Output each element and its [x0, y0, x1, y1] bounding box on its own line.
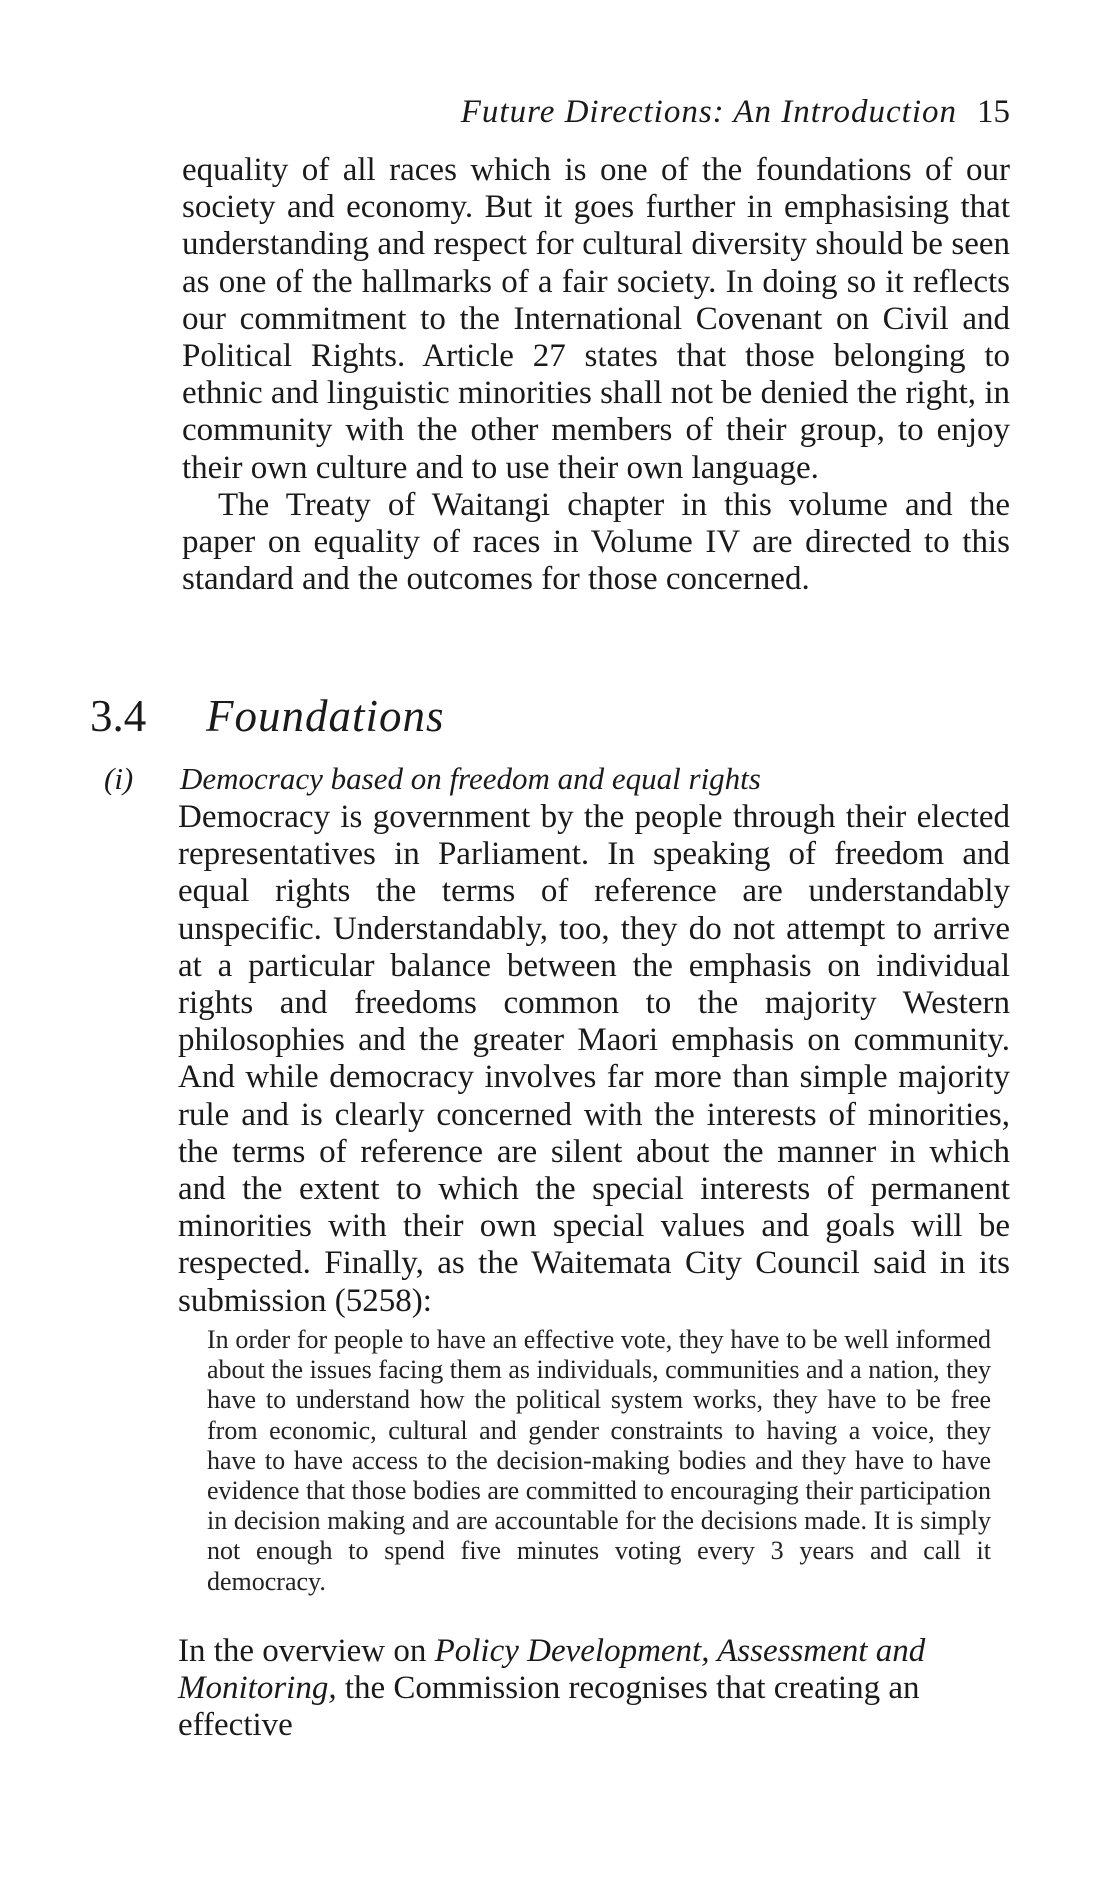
- running-title: Future Directions: An Introduction: [460, 94, 957, 130]
- block-quote-text: In order for people to have an effective vote, they have to be well informed about the issues facing them as individuals, communities and a nation, they have to understand how the political system works, they have to be free from economic, cultural and gender constraints to having a voice, they have to have access to the decision-making bodies and they have to have evidence that those bodies are committed to encouraging their participation in decision making and are accountable for the decisions made. It is simply not enough to spend five minutes voting every 3 years and call it democracy.: [207, 1325, 991, 1596]
- closing-start: In the overview on: [178, 1633, 427, 1669]
- subsection-number: (i): [104, 761, 134, 796]
- intro-paragraph-1: equality of all races which is one of the foundations of our society and economy. But it goes further in emphasising that understanding and respect for cultural diversity should be seen as one of the hallmarks of a fair society. In doing so it reflects our commitment to the International Covenant on Civil and Political Rights. Article 27 states that those belonging to ethnic and linguistic minorities shall not be denied the right, in community with the other members of their group, to enjoy their own culture and to use their own language.: [182, 152, 1010, 486]
- democracy-paragraph: [178, 799, 1010, 1320]
- democracy-paragraph-text: Democracy is government by the people through their elected representatives in Parliament. In speaking of freedom and equal rights the terms of reference are understandably unspecific. Understandably, too, they do not attempt to arrive at a particular balance between the emphasis on individual rights and freedoms common to the majority Western philosophies and the greater Maori emphasis on community. And while democracy involves far more than simple majority rule and is clearly concerned with the interests of minorities, the terms of reference are silent about the manner in which and the extent to which the special interests of permanent minorities with their own special values and goals will be respected. Finally, as the Waitemata City Council said in its submission (5258):: [178, 799, 1010, 1319]
- page-number: 15: [977, 94, 1010, 130]
- closing-end: the Commission recognises that creating an effective: [178, 1670, 920, 1744]
- closing-title: Policy Development, Assessment and Monitoring,: [178, 1633, 926, 1707]
- intro-paragraph-2: The Treaty of Waitangi chapter in this volume and the paper on equality of races in Volume IV are directed to this standard and the outcomes for those concerned.: [182, 486, 1010, 598]
- running-header: [0, 92, 1010, 132]
- intro-text: [182, 152, 1010, 598]
- section-number: 3.4: [90, 691, 147, 741]
- block-quote: [207, 1325, 991, 1597]
- section-title: Foundations: [206, 691, 445, 741]
- closing-paragraph: [178, 1633, 1010, 1745]
- subsection-title: Democracy based on freedom and equal rights: [180, 761, 761, 796]
